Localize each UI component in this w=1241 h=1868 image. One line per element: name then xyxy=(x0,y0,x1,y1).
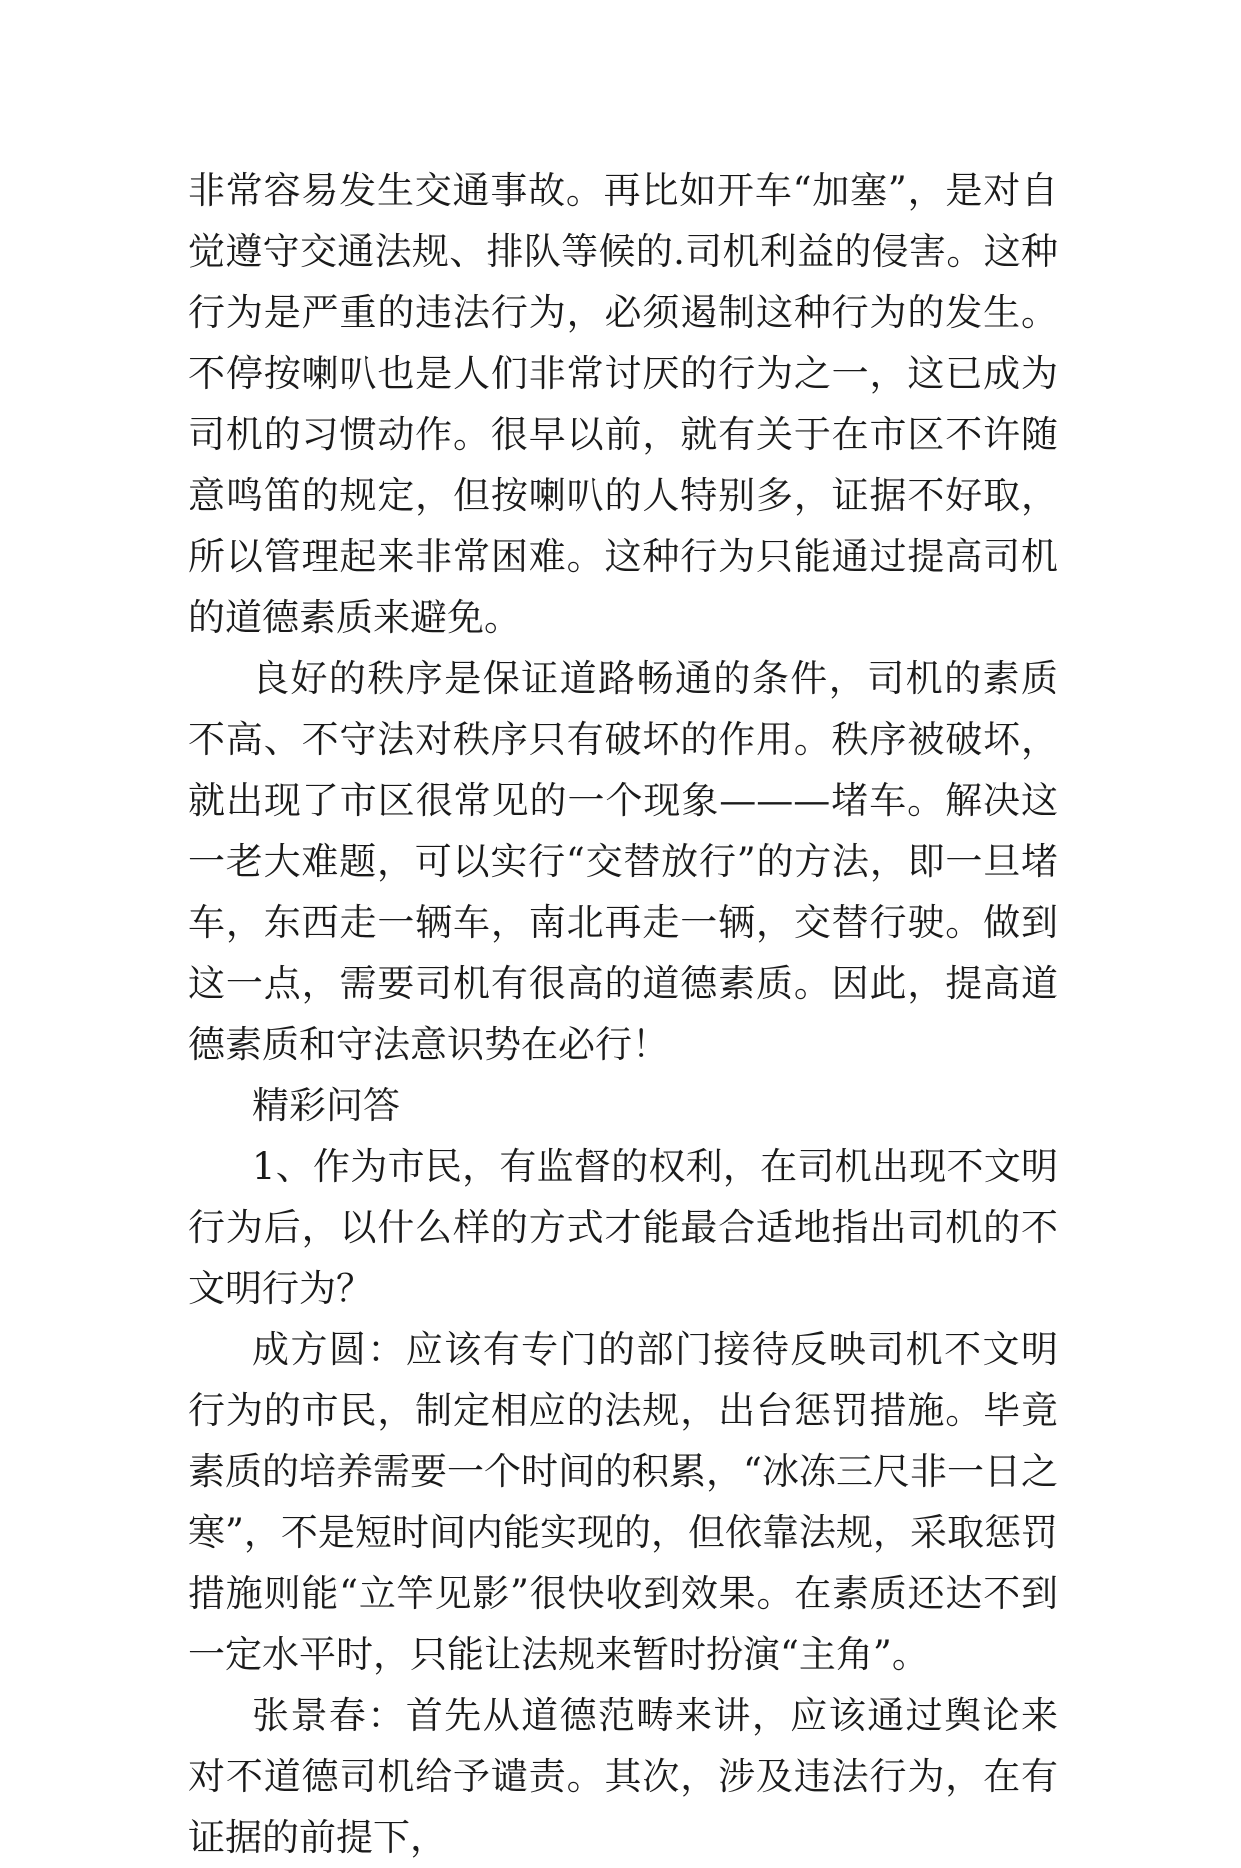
paragraph-honking-and-cutting-in: 非常容易发生交通事故。再比如开车“加塞”，是对自觉遵守交通法规、排队等候的.司机利益的侵害。这种行为是严重的违法行为，必须遏制这种行为的发生。不停按喇叭也是人们非常讨厌的行为之一，这已成为司机的习惯动作。很早以前，就有关于在市区不许随意鸣笛的规定，但按喇叭的人特别多，证据不好取，所以管理起来非常困难。这种行为只能通过提高司机的道德素质来避免。 xyxy=(188,169,1058,639)
answer-cheng-fangyuan: 成方圆：应该有专门的部门接待反映司机不文明行为的市民，制定相应的法规，出台惩罚措施。毕竟素质的培养需要一个时间的积累，“冰冻三尺非一日之寒”，不是短时间内能实现的，但依靠法规，采取惩罚措施则能“立竿见影”很快收到效果。在素质还达不到一定水平时，只能让法规来暂时扮演“主角”。 xyxy=(188,1328,1058,1676)
section-heading-qa: 精彩问答 xyxy=(252,1084,400,1127)
answer-zhang-jingchun: 张景春：首先从道德范畴来讲，应该通过舆论来对不道德司机给予谴责。其次，涉及违法行为，在有证据的前提下， xyxy=(188,1694,1058,1859)
question-1: 1、作为市民，有监督的权利，在司机出现不文明行为后，以什么样的方式才能最合适地指出司机的不文明行为？ xyxy=(188,1145,1058,1310)
document-body xyxy=(188,160,1058,1868)
paragraph-traffic-order: 良好的秩序是保证道路畅通的条件，司机的素质不高、不守法对秩序只有破坏的作用。秩序被破坏，就出现了市区很常见的一个现象———堵车。解决这一老大难题，可以实行“交替放行”的方法，即一旦堵车，东西走一辆车，南北再走一辆，交替行驶。做到这一点，需要司机有很高的道德素质。因此，提高道德素质和守法意识势在必行！ xyxy=(188,657,1058,1066)
